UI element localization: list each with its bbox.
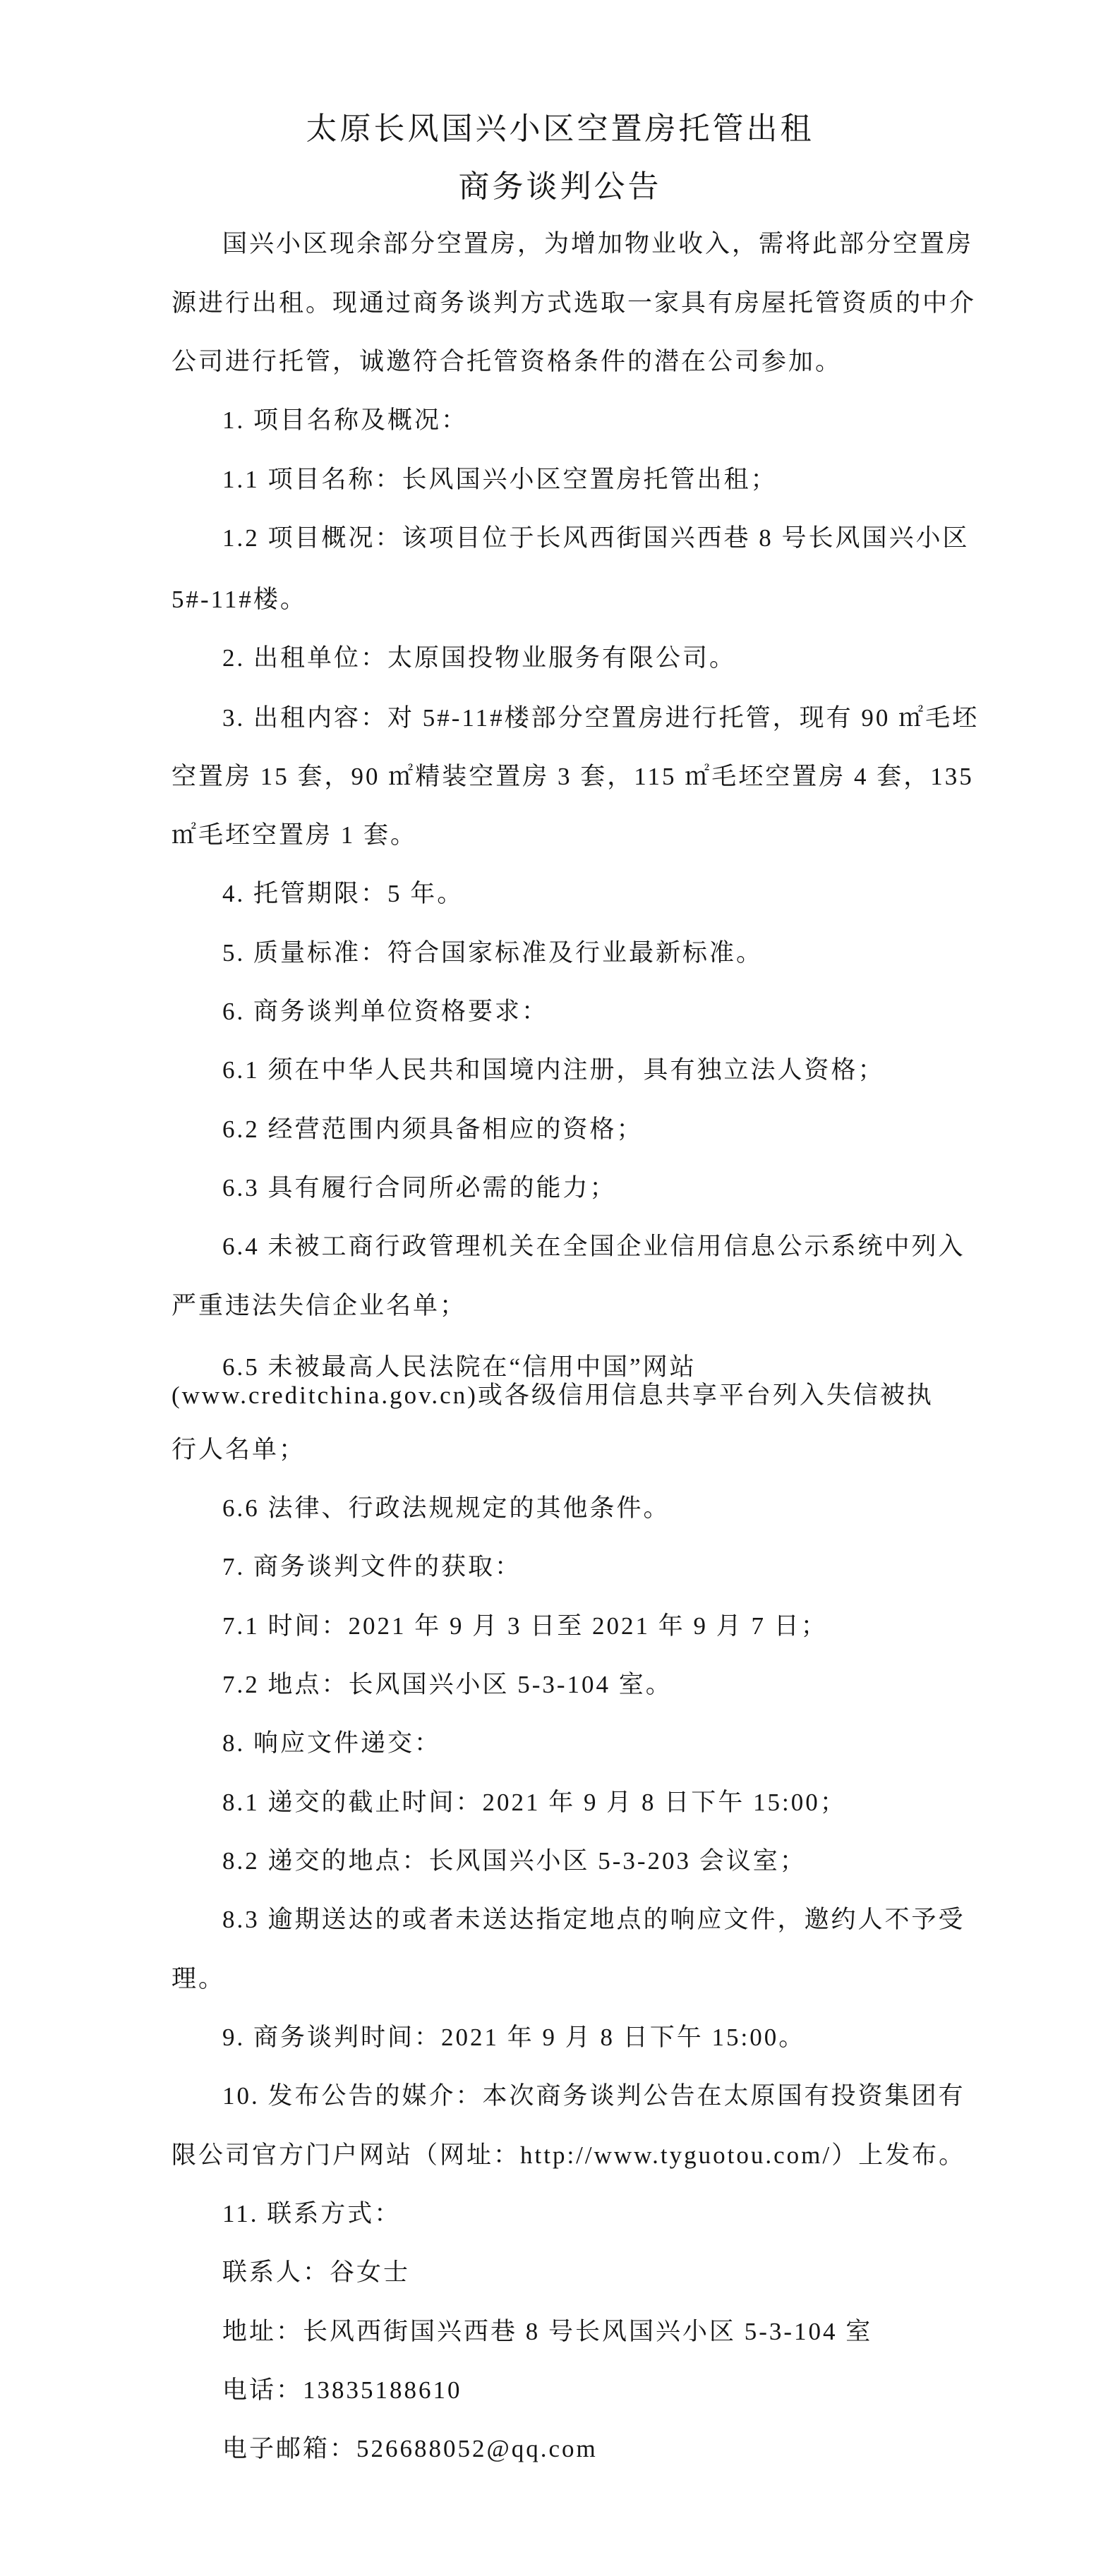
document-text-line: 4. 托管期限：5 年。 xyxy=(222,880,464,907)
document-text-line: 6. 商务谈判单位资格要求： xyxy=(222,998,549,1025)
document-text-line: 8. 响应文件递交： xyxy=(222,1729,442,1757)
document-text-line: 11. 联系方式： xyxy=(222,2200,402,2227)
document-text-line: 理。 xyxy=(171,1965,226,1993)
document-text-line: 8.2 递交的地点：长风国兴小区 5-3-203 会议室； xyxy=(222,1847,807,1875)
document-text-line: 8.3 逾期送达的或者未送达指定地点的响应文件，邀约人不予受 xyxy=(222,1906,965,1933)
document-text-line: 5. 质量标准：符合国家标准及行业最新标准。 xyxy=(222,939,764,967)
document-text-line: 6.3 具有履行合同所必需的能力； xyxy=(222,1174,617,1202)
document-text-line: 10. 发布公告的媒介：本次商务谈判公告在太原国有投资集团有 xyxy=(222,2082,965,2110)
document-text-line: 6.1 须在中华人民共和国境内注册，具有独立法人资格； xyxy=(222,1056,885,1084)
document-text-line: ㎡毛坯空置房 1 套。 xyxy=(171,821,418,849)
document-text-line: 6.6 法律、行政法规规定的其他条件。 xyxy=(222,1494,670,1522)
document-title-line: 商务谈判公告 xyxy=(458,169,662,204)
document-text-line: 公司进行托管，诚邀符合托管资格条件的潜在公司参加。 xyxy=(171,348,843,375)
document-text-line: 电子邮箱：526688052@qq.com xyxy=(222,2435,598,2462)
document-text-line: 6.5 未被最高人民法院在“信用中国”网站 xyxy=(222,1353,697,1381)
document-text-line: 3. 出租内容：对 5#-11#楼部分空置房进行托管，现有 90 ㎡毛坯 xyxy=(222,704,980,732)
document-text-line: 8.1 递交的截止时间：2021 年 9 月 8 日下午 15:00； xyxy=(222,1789,847,1816)
document-text-line: 7. 商务谈判文件的获取： xyxy=(222,1553,522,1580)
document-text-line: 限公司官方门户网站（网址：http://www.tyguotou.com/）上发布。 xyxy=(171,2141,966,2169)
document-text-line: 源进行出租。现通过商务谈判方式选取一家具有房屋托管资质的中介 xyxy=(171,289,977,317)
document-text-line: 1.2 项目概况：该项目位于长风西街国兴西巷 8 号长风国兴小区 xyxy=(222,524,970,552)
document-text-line: 1. 项目名称及概况： xyxy=(222,406,469,434)
document-text-line: 7.1 时间：2021 年 9 月 3 日至 2021 年 9 月 7 日； xyxy=(222,1612,828,1640)
document-text-line: 6.2 经营范围内须具备相应的资格； xyxy=(222,1115,644,1143)
document-text-line: 严重违法失信企业名单； xyxy=(171,1292,467,1319)
document-text-line: 地址：长风西街国兴西巷 8 号长风国兴小区 5-3-104 室 xyxy=(222,2318,873,2345)
document-text-line: (www.creditchina.gov.cn)或各级信用信息共享平台列入失信被执 xyxy=(171,1381,934,1409)
document-text-line: 7.2 地点：长风国兴小区 5-3-104 室。 xyxy=(222,1671,673,1698)
document-text-line: 电话：13835188610 xyxy=(222,2376,462,2404)
document-text-line: 6.4 未被工商行政管理机关在全国企业信用信息公示系统中列入 xyxy=(222,1233,965,1260)
document-text-line: 9. 商务谈判时间：2021 年 9 月 8 日下午 15:00。 xyxy=(222,2024,806,2051)
document-text-line: 国兴小区现余部分空置房，为增加物业收入，需将此部分空置房 xyxy=(222,230,974,258)
document-title-line: 太原长风国兴小区空置房托管出租 xyxy=(306,111,814,146)
document-text-line: 2. 出租单位：太原国投物业服务有限公司。 xyxy=(222,644,737,672)
document-text-line: 空置房 15 套，90 ㎡精装空置房 3 套，115 ㎡毛坯空置房 4 套，135 xyxy=(171,763,974,790)
document-text-line: 1.1 项目名称：长风国兴小区空置房托管出租； xyxy=(222,466,778,493)
document-text-line: 联系人：谷女士 xyxy=(222,2258,411,2286)
document-text-line: 5#-11#楼。 xyxy=(171,586,307,613)
document-text-line: 行人名单； xyxy=(171,1436,306,1463)
